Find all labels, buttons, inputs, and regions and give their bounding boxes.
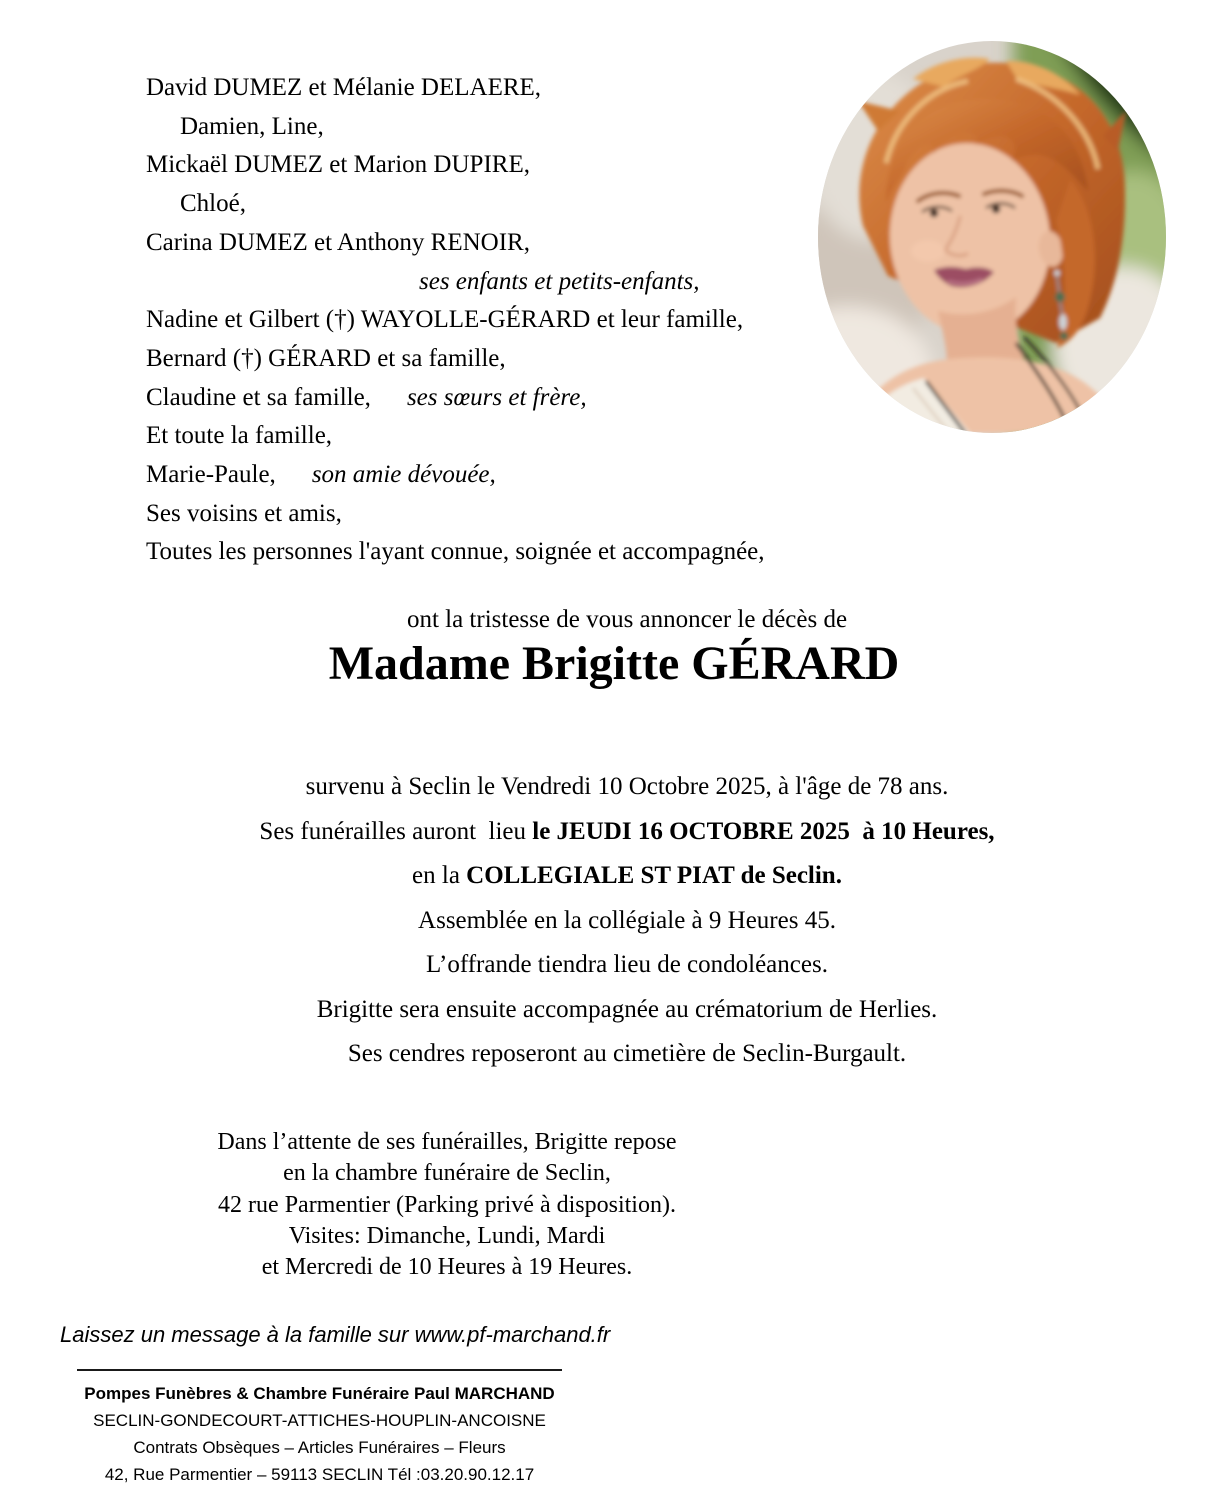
- text-segment: Carina DUMEZ et Anthony RENOIR,: [146, 228, 530, 256]
- family-line: [146, 146, 765, 185]
- text-segment: ses sœurs et frère,: [406, 383, 587, 411]
- text-segment: Toutes les personnes l'ayant connue, soignée et accompagnée,: [146, 538, 765, 566]
- funeral-home-line: [77, 1380, 562, 1407]
- text-segment: COLLEGIALE ST PIAT de Seclin.: [466, 862, 842, 889]
- repose-line: [147, 1221, 747, 1252]
- text-segment: Marie-Paule,: [146, 461, 276, 489]
- portrait-photo: [818, 41, 1166, 433]
- repose-details: [147, 1127, 747, 1283]
- family-line: [146, 224, 765, 263]
- footer-divider: [77, 1369, 562, 1371]
- family-line: [146, 301, 765, 340]
- family-line: [146, 340, 765, 379]
- ceremony-line: [40, 899, 1214, 944]
- text-segment: en la: [412, 862, 467, 889]
- funeral-home-line: [77, 1407, 562, 1434]
- family-line: [146, 108, 765, 147]
- family-line: [146, 533, 765, 572]
- text-segment: Ses funérailles auront lieu: [259, 817, 533, 845]
- ceremony-line: [40, 810, 1214, 855]
- text-segment: et Mercredi de 10 Heures à 19 Heures.: [261, 1254, 633, 1281]
- ceremony-line: [40, 854, 1214, 899]
- text-segment: Et toute la famille,: [146, 422, 333, 450]
- text-segment: survenu à Seclin le Vendredi 10 Octobre 2025, à l'âge de 78 ans.: [305, 773, 949, 800]
- repose-line: [147, 1127, 747, 1158]
- ceremony-line: [40, 943, 1214, 988]
- text-segment: SECLIN-GONDECOURT-ATTICHES-HOUPLIN-ANCOISNE: [93, 1411, 546, 1430]
- announcement-intro: ont la tristesse de vous annoncer le décès de: [406, 606, 848, 633]
- ceremony-line: [40, 1032, 1214, 1077]
- family-line: [146, 379, 765, 418]
- family-list: [146, 69, 765, 572]
- text-segment: Claudine et sa famille,: [146, 383, 371, 411]
- text-segment: Ses voisins et amis,: [146, 499, 342, 527]
- text-segment: ses enfants et petits-enfants,: [419, 267, 700, 295]
- text-segment: Dans l’attente de ses funérailles, Brigitte repose: [217, 1129, 677, 1155]
- funeral-home-line: [77, 1434, 562, 1461]
- website-message: Laissez un message à la famille sur www.pf-marchand.fr: [60, 1322, 611, 1347]
- text-segment: L’offrande tiendra lieu de condoléances.: [426, 951, 828, 978]
- ceremony-details: [40, 765, 1214, 1077]
- text-segment: Mickaël DUMEZ et Marion DUPIRE,: [146, 151, 530, 179]
- repose-line: [147, 1158, 747, 1189]
- text-segment: Ses cendres reposeront au cimetière de Seclin-Burgault.: [347, 1040, 907, 1067]
- text-segment: Pompes Funèbres & Chambre Funéraire Paul MARCHAND: [84, 1384, 555, 1403]
- text-segment: Chloé,: [180, 190, 246, 218]
- family-line: [146, 417, 765, 456]
- ceremony-line: [40, 988, 1214, 1033]
- family-line: [146, 263, 765, 302]
- repose-line: [147, 1190, 747, 1221]
- funeral-home-line: [77, 1461, 562, 1488]
- repose-line: [147, 1252, 747, 1283]
- text-segment: son amie dévouée,: [311, 461, 496, 489]
- text-segment: Nadine et Gilbert (†) WAYOLLE-GÉRARD et leur famille,: [146, 306, 744, 334]
- family-line: [146, 185, 765, 224]
- text-segment: Bernard (†) GÉRARD et sa famille,: [146, 344, 506, 372]
- family-line: [146, 495, 765, 534]
- family-line: [146, 456, 765, 495]
- ceremony-line: [40, 765, 1214, 810]
- text-segment: Damien, Line,: [180, 112, 324, 140]
- text-segment: David DUMEZ et Mélanie DELAERE,: [146, 74, 542, 101]
- deceased-name-title: Madame Brigitte GÉRARD: [328, 637, 900, 690]
- text-segment: le JEUDI 16 OCTOBRE 2025 à 10 Heures,: [532, 817, 995, 845]
- text-segment: Assemblée en la collégiale à 9 Heures 45.: [418, 906, 836, 934]
- text-segment: en la chambre funéraire de Seclin,: [283, 1160, 611, 1187]
- text-segment: Contrats Obsèques – Articles Funéraires – Fleurs: [133, 1438, 506, 1457]
- text-segment: 42 rue Parmentier (Parking privé à disposition).: [218, 1191, 676, 1218]
- family-line: [146, 69, 765, 108]
- text-segment: Brigitte sera ensuite accompagnée au crématorium de Herlies.: [316, 995, 938, 1023]
- text-segment: Visites: Dimanche, Lundi, Mardi: [288, 1222, 606, 1249]
- funeral-home-info: [77, 1380, 562, 1488]
- text-segment: 42, Rue Parmentier – 59113 SECLIN Tél :03.20.90.12.17: [104, 1465, 535, 1484]
